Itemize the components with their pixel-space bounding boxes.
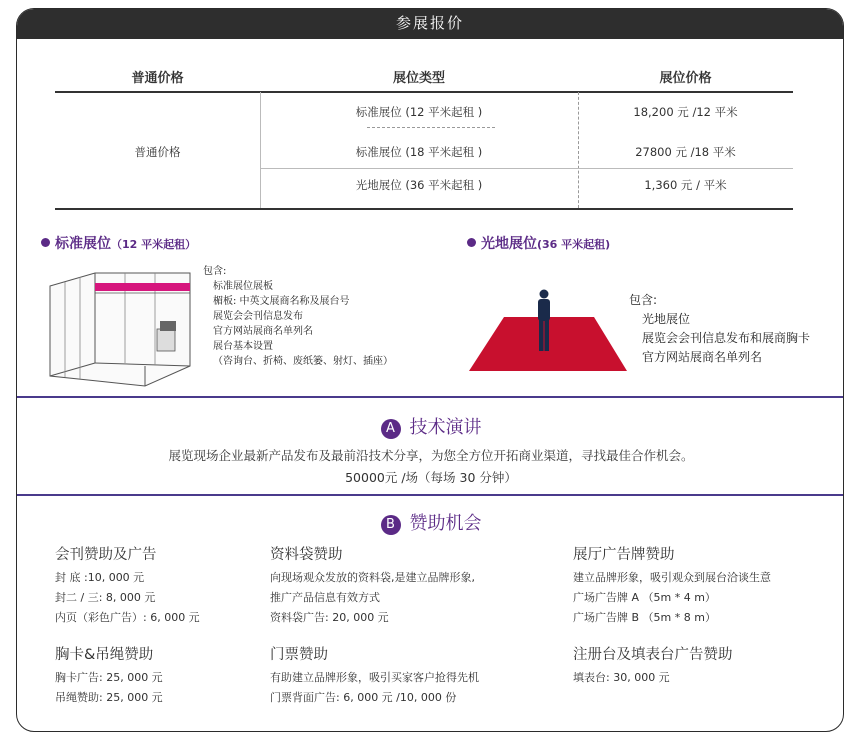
bullet-icon	[41, 238, 50, 247]
row-label: 普通价格	[134, 145, 181, 159]
sponsor-group-title: 展厅广告牌赞助	[573, 547, 675, 563]
table-cell-price: 18,200 元 /12 平米	[633, 105, 738, 119]
section-divider	[17, 396, 844, 398]
sponsor-group-title: 资料袋赞助	[270, 547, 343, 563]
sponsorship-heading	[17, 509, 844, 535]
include-item: 标准展位展板	[213, 281, 273, 292]
section-divider	[17, 494, 844, 496]
sponsor-group	[270, 543, 475, 628]
badge-a-icon: A	[381, 419, 401, 439]
sponsor-group-title: 胸卡&吊绳赞助	[55, 647, 154, 663]
raw-space-title: 光地展位	[481, 236, 537, 252]
sponsor-line: 广场广告牌 A （5m * 4 m）	[573, 591, 716, 604]
sponsor-group-title: 会刊赞助及广告	[55, 547, 157, 563]
include-item: 光地展位	[642, 312, 691, 326]
col-header-booth-price: 展位价格	[659, 71, 712, 86]
standard-booth-subtitle: （12 平米起租）	[111, 238, 197, 251]
standard-booth-illustration	[45, 271, 195, 391]
sponsor-line: 门票背面广告: 6, 000 元 /10, 000 份	[270, 691, 457, 704]
standard-booth-title: 标准展位	[55, 236, 111, 252]
sponsor-line: 封二 / 三: 8, 000 元	[55, 591, 156, 604]
sponsor-line: 推广产品信息有效方式	[270, 591, 380, 604]
sponsor-line: 广场广告牌 B （5m * 8 m）	[573, 611, 716, 624]
panel-title: 参展报价	[16, 8, 844, 39]
sponsor-line: 内页（彩色广告）: 6, 000 元	[55, 611, 200, 624]
col-header-normal-price: 普通价格	[131, 71, 184, 86]
table-cell-price: 27800 元 /18 平米	[635, 145, 736, 159]
include-item: 展台基本设置	[213, 341, 273, 352]
sponsor-group-title: 注册台及填表台广告赞助	[573, 647, 733, 663]
raw-space-includes	[629, 291, 810, 367]
sponsor-group	[573, 643, 733, 688]
table-row-divider-dashed	[367, 127, 495, 128]
include-item: （咨询台、折椅、废纸篓、射灯、插座）	[213, 356, 393, 367]
sponsor-line: 资料袋广告: 20, 000 元	[270, 611, 389, 624]
include-item: 官方网站展商名单列名	[213, 326, 313, 337]
table-top-rule	[55, 91, 793, 93]
tech-talk-title: 技术演讲	[409, 417, 482, 438]
include-item: 楣板: 中英文展商名称及展台号	[213, 296, 350, 307]
quote-panel	[16, 8, 844, 732]
tech-talk-desc: 展览现场企业最新产品发布及最前沿技术分享，为您全方位开拓商业渠道，寻找最佳合作机会。	[168, 448, 694, 463]
badge-b-icon: B	[381, 515, 401, 535]
bullet-icon	[467, 238, 476, 247]
table-bottom-rule	[55, 208, 793, 210]
sponsor-line: 吊绳赞助: 25, 000 元	[55, 691, 163, 704]
raw-space-heading	[467, 233, 610, 253]
sponsor-line: 封 底 :10, 000 元	[55, 571, 145, 584]
sponsor-group	[55, 643, 163, 708]
sponsor-group-title: 门票赞助	[270, 647, 328, 663]
sponsor-line: 建立品牌形象，吸引观众到展台洽谈生意	[573, 571, 771, 584]
sponsor-line: 胸卡广告: 25, 000 元	[55, 671, 163, 684]
sponsor-group	[573, 543, 771, 628]
table-cell-type: 光地展位 (36 平米起租 )	[355, 178, 483, 192]
standard-booth-includes	[203, 264, 393, 369]
table-cell-type: 标准展位 (12 平米起租 )	[355, 105, 483, 119]
sponsor-group	[270, 643, 479, 708]
raw-space-subtitle: (36 平米起租)	[537, 238, 611, 251]
sponsor-line: 填表台: 30, 000 元	[573, 671, 670, 684]
fascia-board	[95, 283, 190, 291]
include-item: 展览会会刊信息发布和展商胸卡	[642, 331, 811, 345]
table-row-divider	[260, 168, 793, 169]
includes-label: 包含:	[629, 293, 658, 307]
include-item: 展览会会刊信息发布	[213, 311, 303, 322]
tech-talk-price: 50000元 /场（每场 30 分钟）	[345, 470, 517, 485]
sponsor-line: 向现场观众发放的资料袋,是建立品牌形象,	[270, 571, 475, 584]
table-cell-type: 标准展位 (18 平米起租 )	[355, 145, 483, 159]
sponsorship-title: 赞助机会	[409, 513, 482, 534]
tech-talk-heading	[17, 413, 844, 439]
includes-label: 包含:	[203, 266, 227, 277]
standard-booth-heading	[41, 233, 196, 253]
table-cell-price: 1,360 元 / 平米	[644, 178, 727, 192]
include-item: 官方网站展商名单列名	[642, 350, 763, 364]
raw-space-illustration	[469, 289, 629, 379]
sponsor-line: 有助建立品牌形象，吸引买家客户抢得先机	[270, 671, 479, 684]
sponsor-group	[55, 543, 200, 628]
col-header-booth-type: 展位类型	[392, 71, 445, 86]
